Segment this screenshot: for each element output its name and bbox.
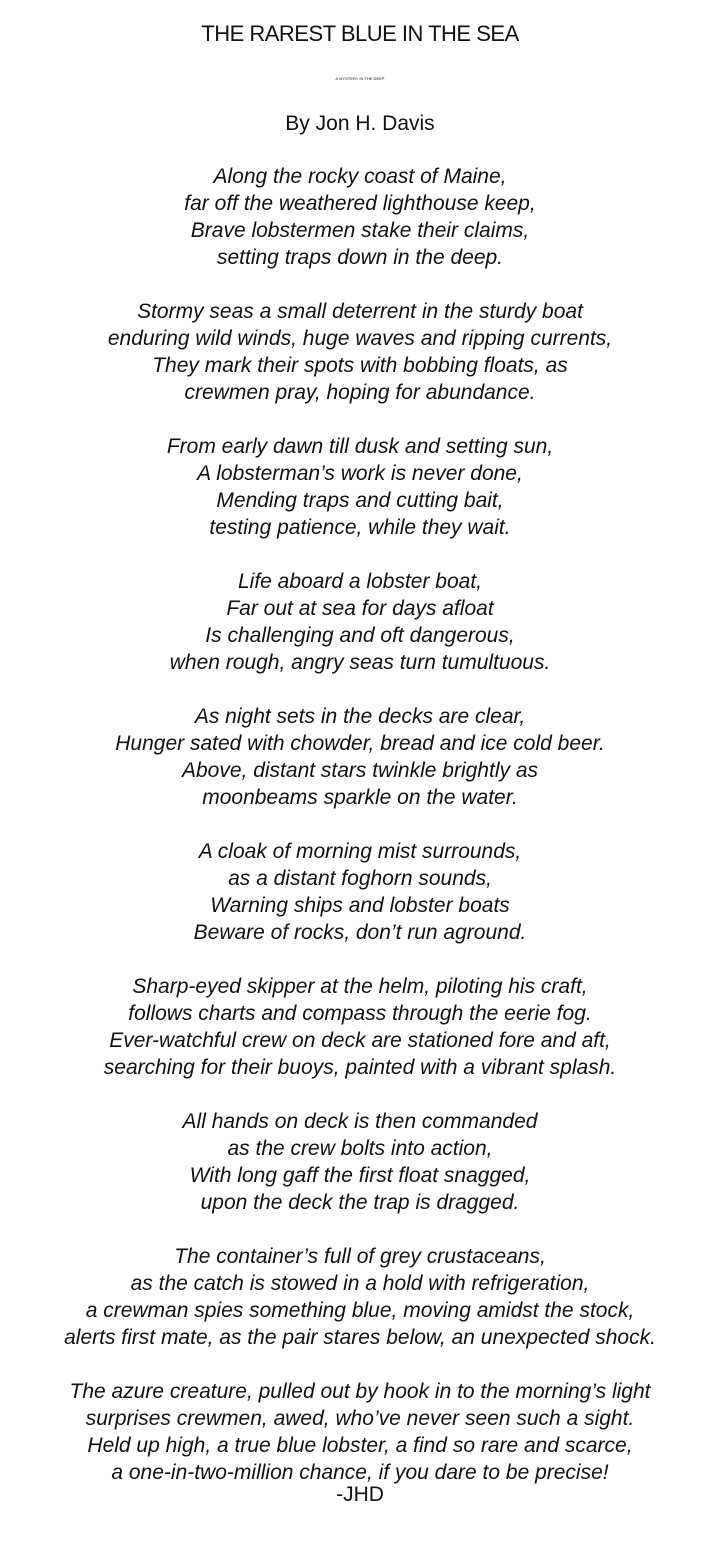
poem-line: Life aboard a lobster boat, [237,570,482,593]
poem-line: as the crew bolts into action, [227,1137,493,1160]
poem-line: The container’s full of grey crustaceans, [174,1245,546,1268]
poem-line: A cloak of morning mist surrounds, [198,840,522,863]
poem-line: upon the deck the trap is dragged. [200,1191,520,1214]
poem-subtitle: A MYSTERY IN THE DEEP [335,76,385,81]
poem-line: moonbeams sparkle on the water. [202,786,518,809]
author-signature: -JHD [336,1483,384,1506]
poem-line: follows charts and compass through the eerie fog. [128,1002,592,1025]
stanza-2 [0,298,720,406]
poem-line: All hands on deck is then commanded [182,1110,538,1133]
stanza-4 [0,568,720,676]
stanza-5 [0,703,720,811]
poem-body [0,163,720,1513]
poem-line: From early dawn till dusk and setting sun, [166,435,554,458]
poem-line: setting traps down in the deep. [216,246,504,269]
poem-line: Hunger sated with chowder, bread and ice cold beer. [115,732,605,755]
stanza-7 [0,973,720,1081]
poem-line: They mark their spots with bobbing floats, as [152,354,568,377]
poem-line: Mending traps and cutting bait, [216,489,504,512]
poem-line: a one-in-two-million chance, if you dare to be precise! [111,1461,609,1484]
poem-line: testing patience, while they wait. [209,516,511,539]
stanza-3 [0,433,720,541]
stanza-8 [0,1108,720,1216]
poem-line: Brave lobstermen stake their claims, [190,219,530,242]
poem-line: Warning ships and lobster boats [210,894,510,917]
poem-line: Is challenging and oft dangerous, [205,624,515,647]
poem-line: Far out at sea for days afloat [226,597,494,620]
poem-line: alerts first mate, as the pair stares below, an unexpected shock. [64,1326,656,1349]
poem-title: THE RAREST BLUE IN THE SEA [201,21,519,46]
stanza-10 [0,1378,720,1486]
poem-line: as a distant foghorn sounds, [228,867,492,890]
poem-line: as the catch is stowed in a hold with refrigeration, [130,1272,590,1295]
poem-line: surprises crewmen, awed, who’ve never seen such a sight. [85,1407,635,1430]
poem-line: enduring wild winds, huge waves and ripping currents, [107,327,613,350]
poem-line: The azure creature, pulled out by hook in to the morning’s light [69,1380,651,1403]
poem-line: Sharp-eyed skipper at the helm, piloting his craft, [132,975,588,998]
poem-line: Held up high, a true blue lobster, a find so rare and scarce, [87,1434,633,1457]
poem-line: Along the rocky coast of Maine, [213,165,507,188]
stanza-1 [0,163,720,271]
poem-line: Ever-watchful crew on deck are stationed fore and aft, [109,1029,611,1052]
poem-line: Beware of rocks, don’t run aground. [193,921,527,944]
poem-line: As night sets in the decks are clear, [194,705,526,728]
poem-line: Stormy seas a small deterrent in the sturdy boat [137,300,583,323]
poem-line: a crewman spies something blue, moving amidst the stock, [85,1299,635,1322]
poem-line: A lobsterman’s work is never done, [197,462,523,485]
stanza-9 [0,1243,720,1351]
poem-line: With long gaff the first float snagged, [189,1164,531,1187]
poem-line: Above, distant stars twinkle brightly as [182,759,538,782]
poem-line: far off the weathered lighthouse keep, [184,192,536,215]
author-byline: By Jon H. Davis [285,112,435,135]
stanza-6 [0,838,720,946]
poem-line: when rough, angry seas turn tumultuous. [169,651,551,674]
poem-line: searching for their buoys, painted with a vibrant splash. [103,1056,617,1079]
poem-line: crewmen pray, hoping for abundance. [184,381,536,404]
